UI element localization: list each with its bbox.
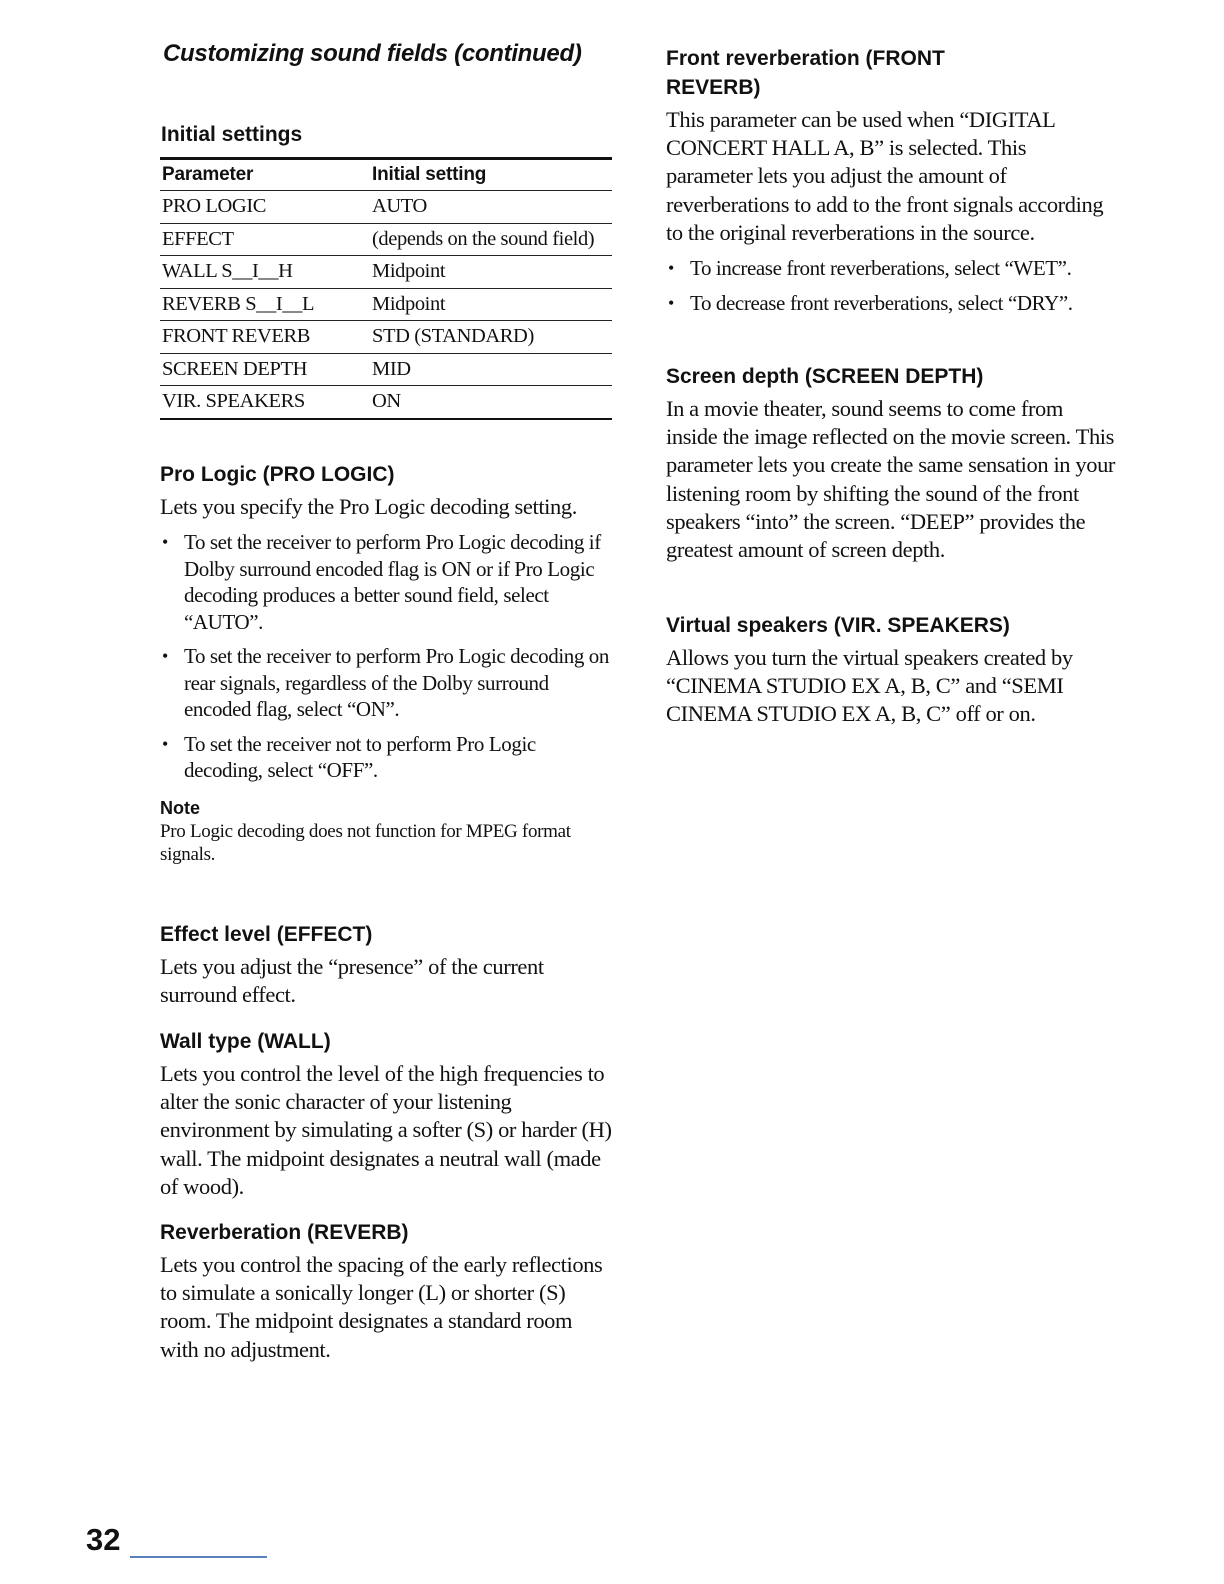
- table-row: [160, 386, 612, 419]
- front-reverb-heading-line1: Front reverberation (FRONT: [666, 47, 945, 70]
- screen-depth-body: In a movie theater, sound seems to come from inside the image reflected on the movie screen. This parameter lets you create the same sensation in your listening room by shifting the sound of the front speakers “into” the screen. “DEEP” provides the greatest amount of screen depth.: [666, 396, 1116, 563]
- page-number-rule: [130, 1556, 267, 1558]
- page-number: 32: [86, 1522, 121, 1557]
- pro-logic-section: [160, 461, 612, 867]
- col-header-initial-setting: Initial setting: [370, 159, 612, 191]
- pro-logic-bullets: [160, 529, 612, 784]
- note-heading: Note: [160, 797, 200, 818]
- wall-type-section: [160, 1028, 612, 1201]
- front-reverb-heading-line2: REVERB): [666, 76, 761, 99]
- list-item: • To increase front reverberations, select “WET”.: [666, 255, 1116, 282]
- parameter-cell: SCREEN DEPTH: [160, 353, 370, 386]
- table-row: [160, 353, 612, 386]
- virtual-speakers-section: [666, 612, 1116, 729]
- front-reverb-body: This parameter can be used when “DIGITAL CONCERT HALL A, B” is selected. This parameter lets you adjust the amount of reverberations to add to the front signals according to the original reverberations in the source.: [666, 107, 1104, 245]
- running-head: Customizing sound fields (continued): [163, 40, 582, 67]
- parameter-cell: REVERB S__I__L: [160, 288, 370, 321]
- list-item: • To decrease front reverberations, select “DRY”.: [666, 290, 1116, 317]
- effect-level-heading: Effect level (EFFECT): [160, 923, 373, 946]
- list-item: • To set the receiver to perform Pro Logic decoding on rear signals, regardless of the Dolby surround encoded flag, select “ON”.: [160, 643, 612, 723]
- table-row: [160, 321, 612, 354]
- parameter-cell: EFFECT: [160, 223, 370, 256]
- front-reverb-heading: [666, 44, 1116, 102]
- list-item: • To set the receiver to perform Pro Logic decoding if Dolby surround encoded flag is ON or if Pro Logic decoding produces a better sound field, select “AUTO”.: [160, 529, 612, 635]
- wall-type-heading: Wall type (WALL): [160, 1030, 331, 1053]
- list-item: • To set the receiver not to perform Pro Logic decoding, select “OFF”.: [160, 731, 612, 784]
- pro-logic-heading: Pro Logic (PRO LOGIC): [160, 463, 395, 486]
- initial-settings-heading: Initial settings: [161, 123, 303, 146]
- note-text: Pro Logic decoding does not function for MPEG format signals.: [160, 820, 571, 866]
- setting-cell: Midpoint: [370, 256, 612, 289]
- setting-cell: (depends on the sound field): [370, 223, 612, 256]
- parameter-cell: WALL S__I__H: [160, 256, 370, 289]
- screen-depth-heading: Screen depth (SCREEN DEPTH): [666, 365, 984, 388]
- setting-cell: AUTO: [370, 191, 612, 224]
- front-reverb-section: [666, 44, 1116, 324]
- front-reverb-bullets: [666, 255, 1116, 316]
- table-row: [160, 223, 612, 256]
- reverberation-heading: Reverberation (REVERB): [160, 1221, 409, 1244]
- reverberation-section: [160, 1219, 612, 1364]
- parameter-cell: VIR. SPEAKERS: [160, 386, 370, 419]
- wall-type-body: Lets you control the level of the high frequencies to alter the sonic character of your listening environment by simulating a softer (S) or harder (H) wall. The midpoint designates a neutral wall (made of wood).: [160, 1061, 612, 1199]
- initial-settings-table: [160, 157, 612, 420]
- setting-cell: MID: [370, 353, 612, 386]
- table-header-row: [160, 159, 612, 191]
- effect-level-body: Lets you adjust the “presence” of the current surround effect.: [160, 954, 544, 1008]
- parameter-cell: FRONT REVERB: [160, 321, 370, 354]
- settings-table-wrap: [160, 155, 612, 420]
- effect-level-section: [160, 921, 612, 1009]
- setting-cell: Midpoint: [370, 288, 612, 321]
- table-row: [160, 191, 612, 224]
- reverberation-body: Lets you control the spacing of the early reflections to simulate a sonically longer (L) or shorter (S) room. The midpoint designates a standard room with no adjustment.: [160, 1252, 603, 1362]
- virtual-speakers-heading: Virtual speakers (VIR. SPEAKERS): [666, 614, 1010, 637]
- setting-cell: STD (STANDARD): [370, 321, 612, 354]
- parameter-cell: PRO LOGIC: [160, 191, 370, 224]
- virtual-speakers-body: Allows you turn the virtual speakers created by “CINEMA STUDIO EX A, B, C” and “SEMI CINEMA STUDIO EX A, B, C” off or on.: [666, 645, 1073, 727]
- pro-logic-body: Lets you specify the Pro Logic decoding setting.: [160, 494, 577, 519]
- table-row: [160, 256, 612, 289]
- col-header-parameter: Parameter: [160, 159, 370, 191]
- screen-depth-section: [666, 363, 1116, 564]
- setting-cell: ON: [370, 386, 612, 419]
- table-row: [160, 288, 612, 321]
